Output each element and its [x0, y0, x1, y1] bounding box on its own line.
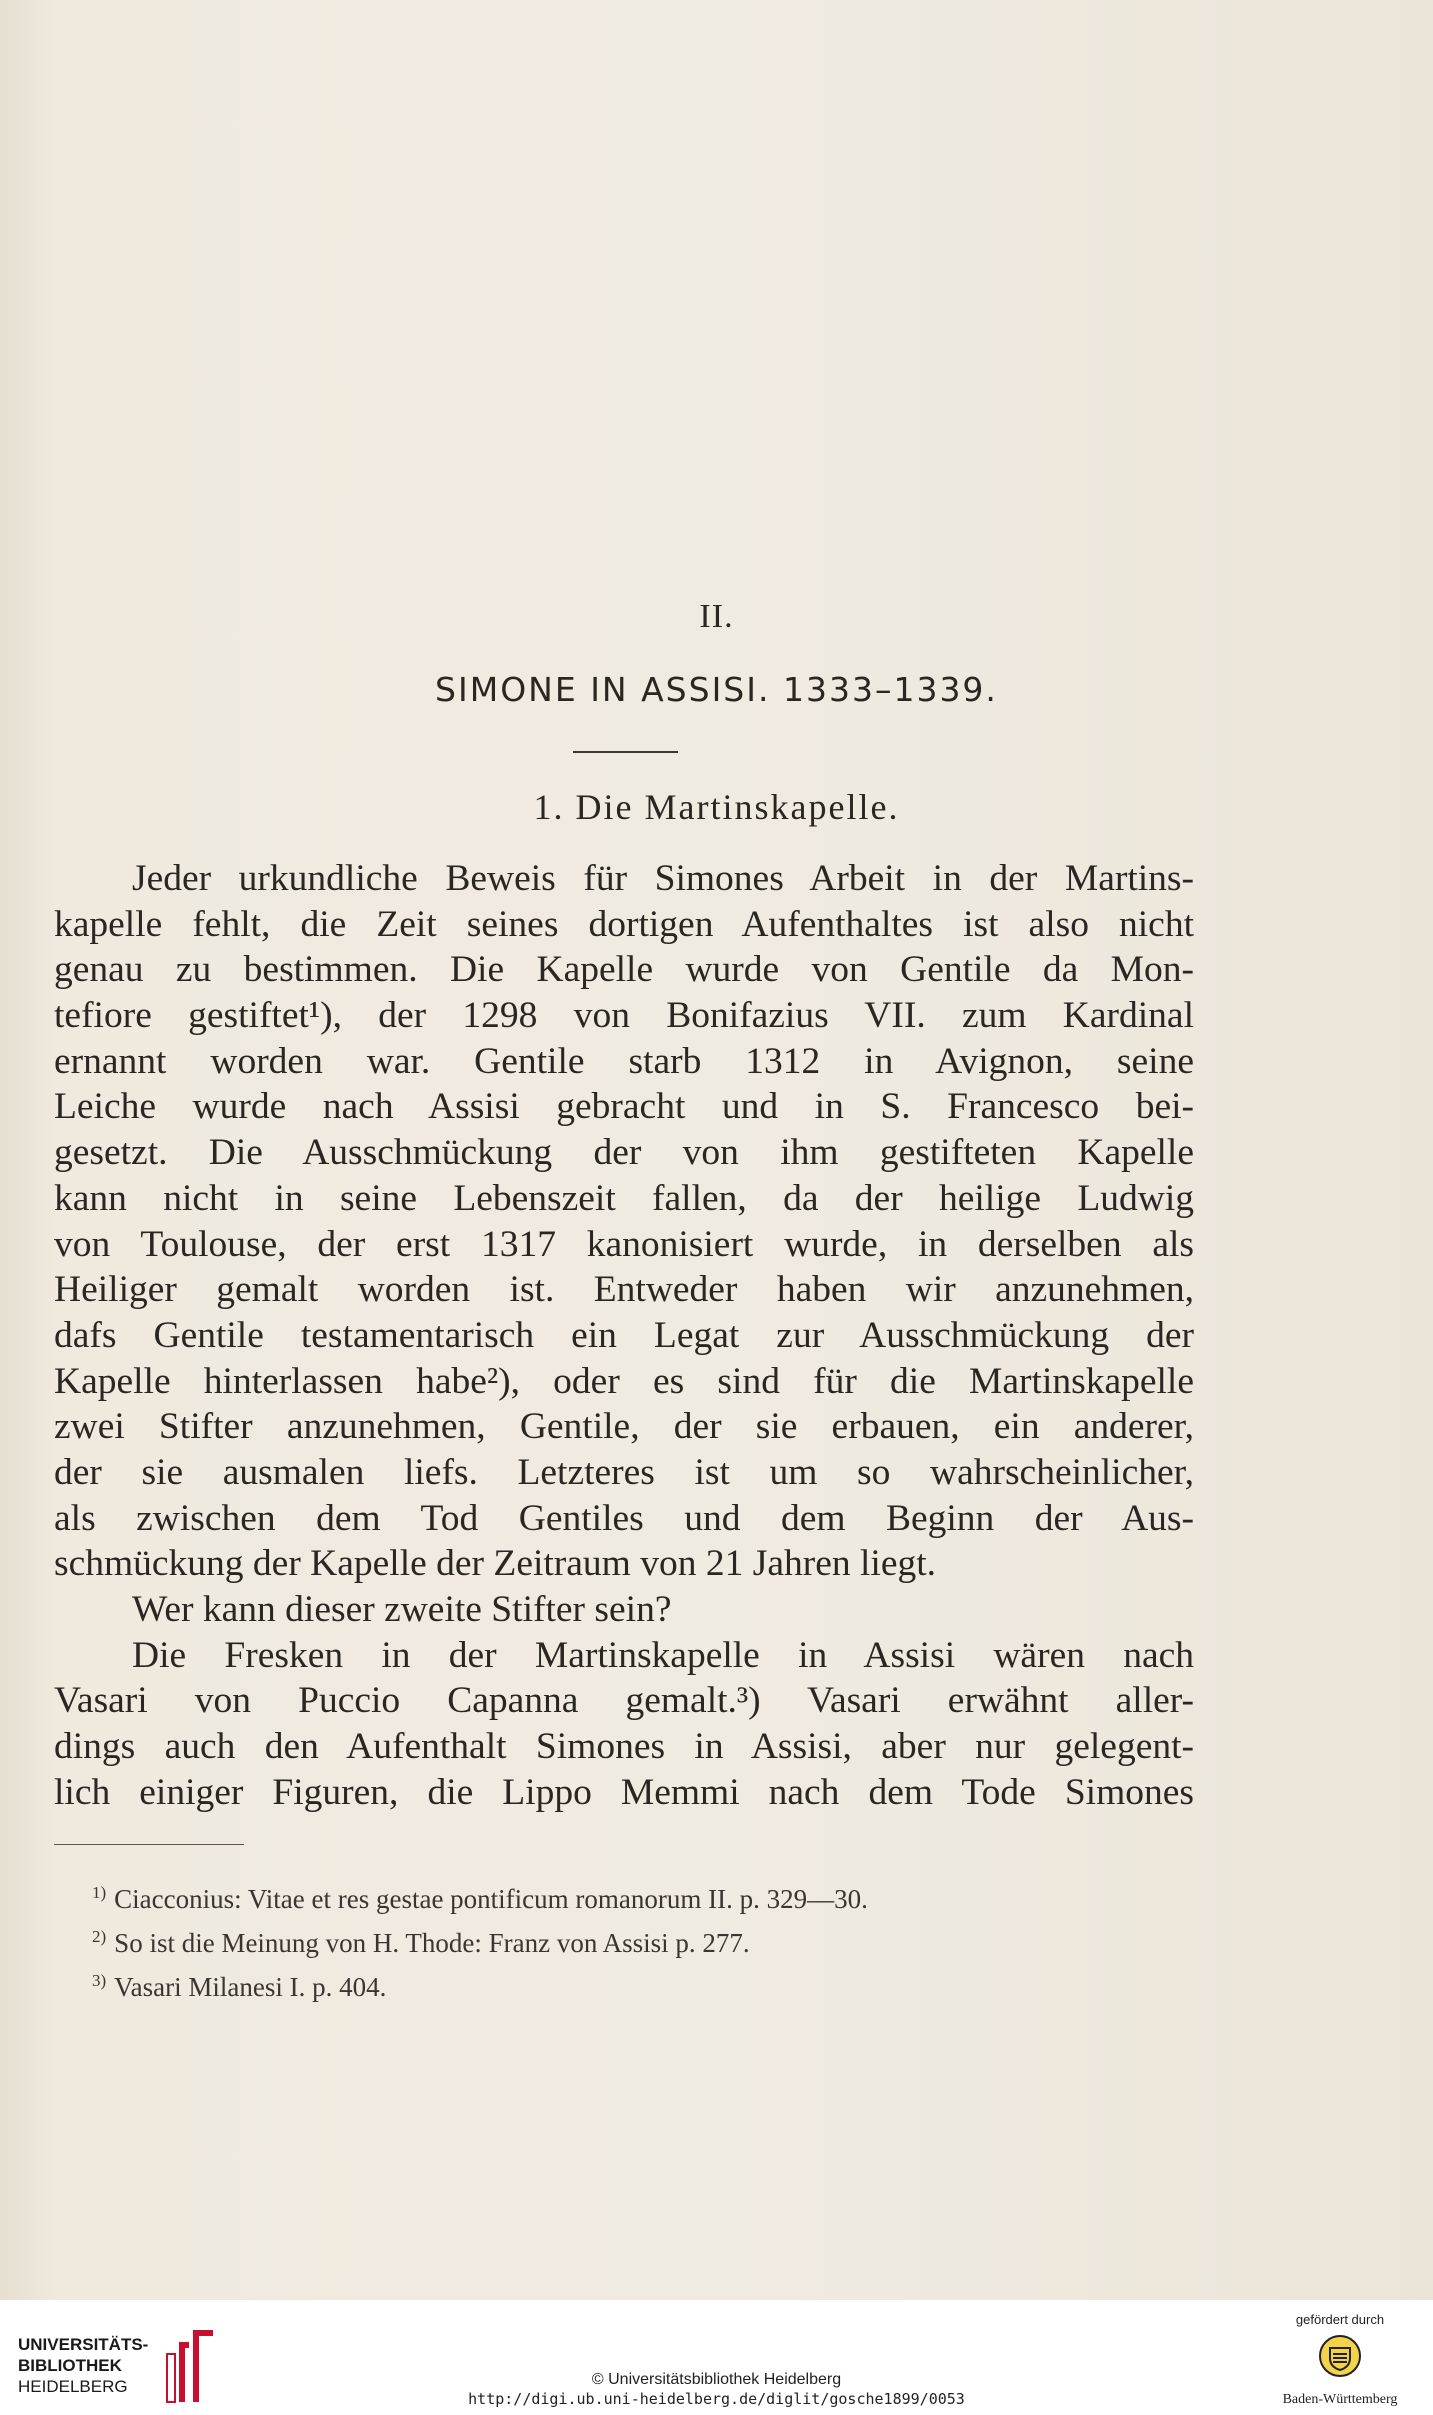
text-line: genau zu bestimmen. Die Kapelle wurde von Gentile da Mon-: [54, 949, 1194, 991]
text-line: von Toulouse, der erst 1317 kanonisiert wurde, in derselben als: [54, 1223, 1194, 1265]
text-line: dafs Gentile testamentarisch ein Legat zur Ausschmückung der: [54, 1314, 1194, 1356]
text-line: lich einiger Figuren, die Lippo Memmi nach dem Tode Simones: [54, 1771, 1194, 1813]
text-line: zwei Stifter anzunehmen, Gentile, der sie erbauen, ein anderer,: [54, 1406, 1194, 1448]
sponsor-name: Baden-Württemberg: [1282, 2392, 1398, 2407]
chapter-numeral: II.: [699, 598, 734, 635]
text-line: schmückung der Kapelle der Zeitraum von 21 Jahren liegt.: [54, 1543, 937, 1585]
sponsor-block: [1255, 2312, 1425, 2407]
text-line: Vasari von Puccio Capanna gemalt.³) Vasari erwähnt aller-: [54, 1680, 1194, 1722]
text-line: tefiore gestiftet¹), der 1298 von Bonifazius VII. zum Kardinal: [54, 995, 1194, 1037]
footnote: [92, 1962, 1178, 2006]
text-line: gesetzt. Die Ausschmückung der von ihm gestifteten Kapelle: [54, 1132, 1194, 1174]
footnote-divider: [54, 1844, 244, 1845]
chapter-title: SIMONE IN ASSISI. 1333–1339.: [435, 670, 998, 709]
copyright-notice: © Universitätsbibliothek Heidelberg: [591, 2371, 842, 2388]
text-line: Kapelle hinterlassen habe²), oder es sind für die Martinskapelle: [54, 1360, 1194, 1402]
text-line: kapelle fehlt, die Zeit seines dortigen Aufenthaltes ist also nicht: [54, 903, 1194, 945]
text-line: als zwischen dem Tod Gentiles und dem Beginn der Aus-: [54, 1497, 1194, 1539]
footnote-text: So ist die Meinung von H. Thode: Franz von Assisi p. 277.: [114, 1928, 750, 1958]
text-line: Heiliger gemalt worden ist. Entweder haben wir anzunehmen,: [54, 1269, 1194, 1311]
footnote-mark: 1): [92, 1883, 107, 1902]
library-name-line: BIBLIOTHEK: [18, 2356, 122, 2375]
sponsor-label: gefördert durch: [1295, 2312, 1385, 2327]
footnote: [92, 1918, 1178, 1962]
text-line: Leiche wurde nach Assisi gebracht und in S. Francesco bei-: [54, 1086, 1194, 1128]
body-text: [54, 856, 1194, 1815]
library-name-line: UNIVERSITÄTS-: [18, 2335, 149, 2354]
permalink-url[interactable]: http://digi.ub.uni-heidelberg.de/diglit/gosche1899/0053: [468, 2390, 965, 2408]
footnote-mark: 3): [92, 1971, 107, 1990]
section-heading: 1. Die Martinskapelle.: [533, 787, 900, 827]
text-line: dings auch den Aufenthalt Simones in Assisi, aber nur gelegent-: [54, 1726, 1194, 1768]
text-line: der sie ausmalen liefs. Letzteres ist um so wahrscheinlicher,: [54, 1451, 1194, 1493]
crest-icon: [1318, 2334, 1362, 2378]
footnote-text: Vasari Milanesi I. p. 404.: [114, 1972, 387, 2002]
library-name-line: HEIDELBERG: [18, 2377, 128, 2396]
footnote-text: Ciacconius: Vitae et res gestae pontificum romanorum II. p. 329—30.: [114, 1884, 868, 1914]
text-line: kann nicht in seine Lebenszeit fallen, da der heilige Ludwig: [54, 1177, 1194, 1219]
text-line: Jeder urkundliche Beweis für Simones Arbeit in der Martins-: [132, 858, 1194, 899]
text-line: Die Fresken in der Martinskapelle in Assisi wären nach: [132, 1634, 1194, 1676]
footnote-mark: 2): [92, 1927, 107, 1946]
footnotes: [92, 1874, 1178, 2006]
title-divider: [573, 751, 678, 753]
footnote: [92, 1874, 1178, 1918]
text-line: ernannt worden war. Gentile starb 1312 in Avignon, seine: [54, 1040, 1194, 1082]
text-line: Wer kann dieser zweite Stifter sein?: [132, 1589, 672, 1630]
